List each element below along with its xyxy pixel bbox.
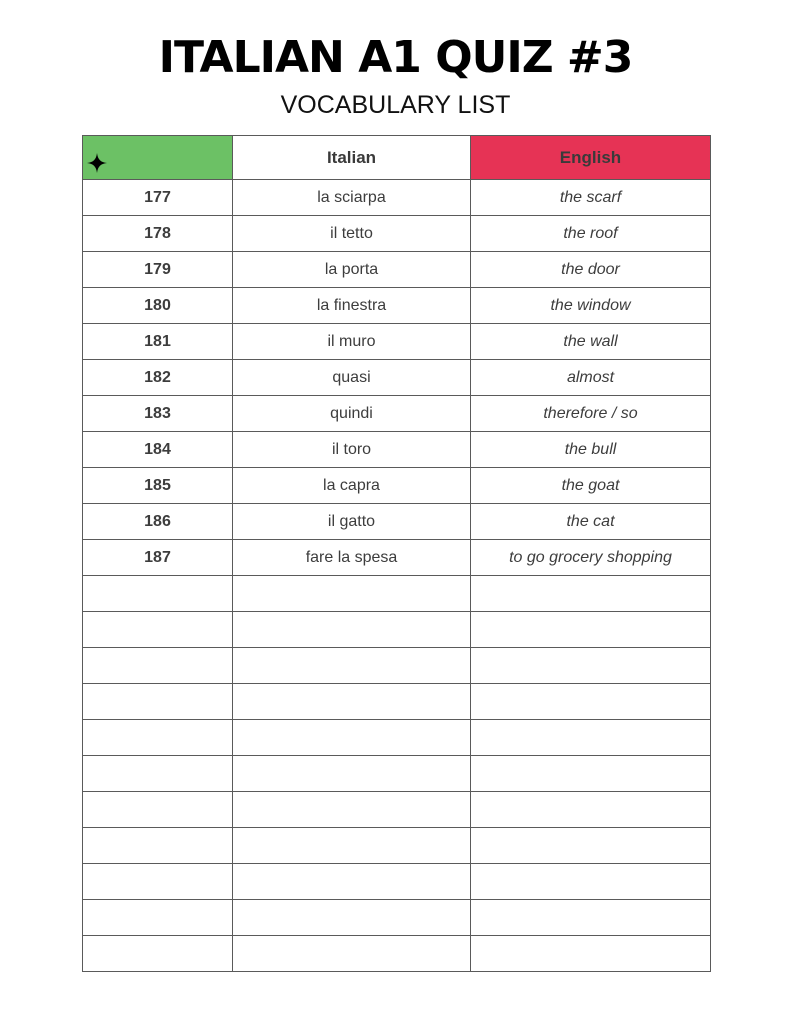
english-translation-cell: therefore / so [471, 396, 711, 432]
table-row [83, 288, 711, 324]
table-row [83, 720, 711, 756]
row-number-cell [83, 684, 233, 720]
english-translation-cell [471, 576, 711, 612]
table-row [83, 936, 711, 972]
column-header-italian: Italian [233, 136, 471, 180]
italian-word-cell: il gatto [233, 504, 471, 540]
table-row [83, 540, 711, 576]
english-translation-cell [471, 828, 711, 864]
italian-word-cell: quindi [233, 396, 471, 432]
italian-word-cell [233, 792, 471, 828]
row-number-cell: 186 [83, 504, 233, 540]
english-translation-cell [471, 864, 711, 900]
table-row [83, 180, 711, 216]
english-translation-cell [471, 648, 711, 684]
english-translation-cell: the wall [471, 324, 711, 360]
english-translation-cell: the door [471, 252, 711, 288]
english-translation-cell [471, 720, 711, 756]
table-row [83, 396, 711, 432]
row-number-cell: 183 [83, 396, 233, 432]
table-row [83, 216, 711, 252]
italian-word-cell: la sciarpa [233, 180, 471, 216]
column-header-english: English [471, 136, 711, 180]
english-translation-cell [471, 900, 711, 936]
page-title: ITALIAN A1 QUIZ #3 [158, 32, 633, 83]
table-row [83, 756, 711, 792]
table-row [83, 468, 711, 504]
italian-word-cell [233, 756, 471, 792]
row-number-cell [83, 864, 233, 900]
italian-word-cell: la capra [233, 468, 471, 504]
row-number-cell [83, 900, 233, 936]
table-row [83, 864, 711, 900]
italian-word-cell [233, 684, 471, 720]
row-number-cell: 187 [83, 540, 233, 576]
english-translation-cell [471, 936, 711, 972]
row-number-cell [83, 756, 233, 792]
vocabulary-table [82, 135, 711, 972]
english-translation-cell: almost [471, 360, 711, 396]
table-row [83, 792, 711, 828]
row-number-cell: 185 [83, 468, 233, 504]
row-number-cell [83, 576, 233, 612]
italian-word-cell: il toro [233, 432, 471, 468]
row-number-cell [83, 648, 233, 684]
row-number-cell: 181 [83, 324, 233, 360]
italian-word-cell: la porta [233, 252, 471, 288]
english-translation-cell: the cat [471, 504, 711, 540]
page-subtitle: VOCABULARY LIST [280, 91, 511, 119]
english-translation-cell [471, 612, 711, 648]
italian-word-cell: fare la spesa [233, 540, 471, 576]
sparkle-icon [87, 153, 107, 173]
english-translation-cell: the bull [471, 432, 711, 468]
italian-word-cell [233, 720, 471, 756]
table-header-row [83, 136, 711, 180]
italian-word-cell: la finestra [233, 288, 471, 324]
row-number-cell: 184 [83, 432, 233, 468]
row-number-cell: 178 [83, 216, 233, 252]
row-number-cell: 180 [83, 288, 233, 324]
table-row [83, 828, 711, 864]
italian-word-cell: il muro [233, 324, 471, 360]
italian-word-cell [233, 612, 471, 648]
table-row [83, 324, 711, 360]
english-translation-cell [471, 684, 711, 720]
row-number-cell: 177 [83, 180, 233, 216]
italian-word-cell: quasi [233, 360, 471, 396]
table-row [83, 432, 711, 468]
table-row [83, 360, 711, 396]
english-translation-cell: the goat [471, 468, 711, 504]
table-row [83, 252, 711, 288]
english-translation-cell [471, 792, 711, 828]
english-translation-cell: the roof [471, 216, 711, 252]
italian-word-cell [233, 864, 471, 900]
row-number-cell: 182 [83, 360, 233, 396]
row-number-cell [83, 720, 233, 756]
english-translation-cell: the window [471, 288, 711, 324]
row-number-cell: 179 [83, 252, 233, 288]
row-number-cell [83, 828, 233, 864]
italian-word-cell [233, 828, 471, 864]
english-translation-cell: to go grocery shopping [471, 540, 711, 576]
row-number-cell [83, 612, 233, 648]
table-row [83, 648, 711, 684]
table-row [83, 504, 711, 540]
row-number-cell [83, 792, 233, 828]
italian-word-cell [233, 648, 471, 684]
italian-word-cell [233, 936, 471, 972]
column-header-number [83, 136, 233, 180]
table-row [83, 612, 711, 648]
table-row [83, 684, 711, 720]
italian-word-cell [233, 900, 471, 936]
english-translation-cell [471, 756, 711, 792]
english-translation-cell: the scarf [471, 180, 711, 216]
table-row [83, 900, 711, 936]
italian-word-cell: il tetto [233, 216, 471, 252]
table-row [83, 576, 711, 612]
italian-word-cell [233, 576, 471, 612]
row-number-cell [83, 936, 233, 972]
